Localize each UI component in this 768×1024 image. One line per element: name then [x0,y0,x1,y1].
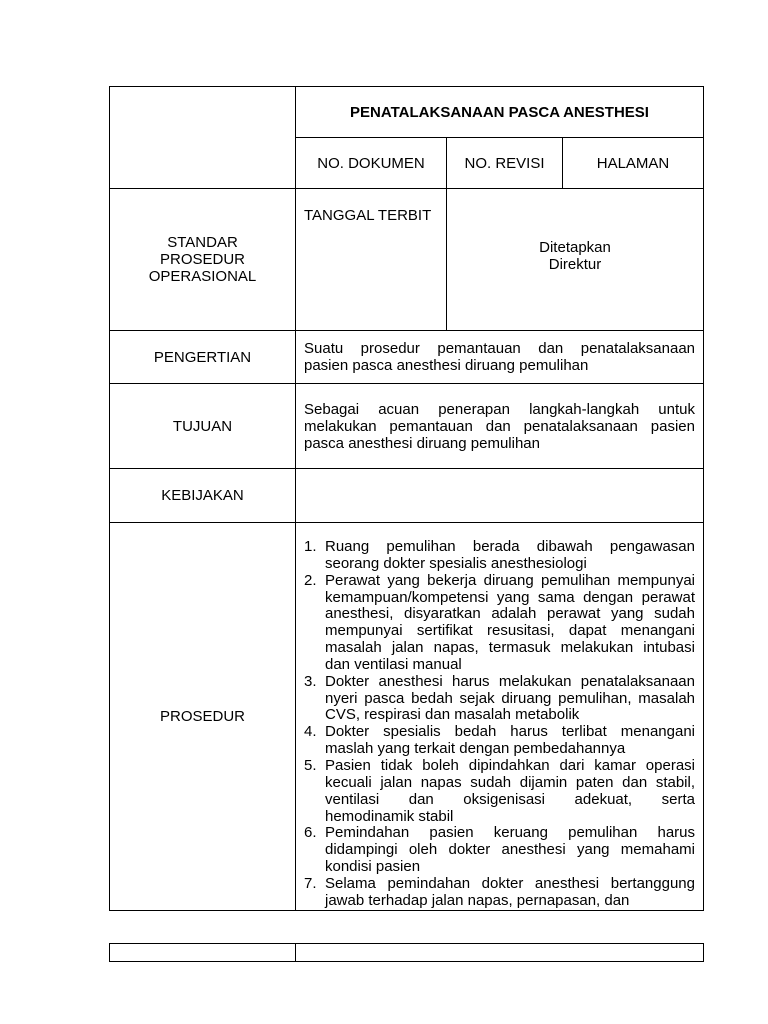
prosedur-item [304,573,695,674]
prosedur-item-line: anesthesi, disyaratkan adalah perawat yang sudah [325,605,695,623]
prosedur-item-number: 4. [304,723,317,741]
prosedur-item-line: ventilasi dan oksigenisasi adekuat, serta [325,790,695,808]
tujuan-text: Sebagai acuan penerapan langkah-langkah untuk melakukan pemantauan dan penatalaksanaan pasien pasca anesthesi diruang pemulihan [296,384,704,469]
prosedur-item [304,758,695,825]
prosedur-item-line: didampingi oleh dokter anesthesi yang memahami [325,841,695,859]
prosedur-item [304,674,695,725]
prosedur-item-line: Perawat yang bekerja diruang pemulihan mempunyai [325,571,695,589]
prosedur-item-number: 5. [304,756,317,774]
prosedur-item-line: jawab terhadap jalan napas, pernapasan, dan [325,891,630,909]
prosedur-item-line: hemodinamik stabil [325,807,454,825]
tanggal-terbit-label: TANGGAL TERBIT [304,207,432,224]
prosedur-item-line: kondisi pasien [325,858,421,876]
prosedur-item-number: 1. [304,538,317,555]
prosedur-item-line: Pemindahan pasien keruang pemulihan harus [325,824,695,842]
no-revisi-header: NO. REVISI [447,138,563,189]
no-dokumen-header: NO. DOKUMEN [296,138,447,189]
ditetapkan-label: Ditetapkan [539,238,611,256]
prosedur-item-line: dan ventilasi manual [325,655,462,673]
direktur-label: Direktur [548,255,602,273]
prosedur-item-line: Ruang pemulihan berada dibawah pengawasan [325,538,695,555]
prosedur-item-line: nyeri pasca bedah sejak diruang pemulihan, masalah [325,689,695,707]
prosedur-cell [296,523,704,911]
kebijakan-text [296,469,704,523]
spo-label: STANDAR PROSEDUR OPERASIONAL [110,189,296,331]
prosedur-item-number: 3. [304,672,317,690]
halaman-header: HALAMAN [563,138,704,189]
pengertian-text: Suatu prosedur pemantauan dan penatalaksanaan pasien pasca anesthesi diruang pemulihan [296,331,704,384]
prosedur-item-line: Dokter anesthesi harus melakukan penatalaksanaan [325,672,695,690]
document-title: PENATALAKSANAAN PASCA ANESTHESI [296,87,704,138]
spo-table [109,86,704,911]
tujuan-label: TUJUAN [110,384,296,469]
prosedur-item [304,876,695,910]
prosedur-item-number: 2. [304,571,317,589]
pengertian-label: PENGERTIAN [110,331,296,384]
prosedur-item-line: seorang dokter spesialis anesthesiologi [325,554,587,572]
prosedur-item-number: 6. [304,824,317,842]
prosedur-item [304,539,695,573]
prosedur-item-line: maslah yang terkait dengan pembedahannya [325,740,626,758]
prosedur-item-line: kecuali jalan napas sudah dijamin paten dan stabil, [325,773,695,791]
kebijakan-label: KEBIJAKAN [110,469,296,523]
prosedur-item-line: masalah jalan napas, termasuk melakukan intubasi [325,639,695,657]
prosedur-item-line: Selama pemindahan dokter anesthesi bertanggung [325,874,695,892]
next-page-content-cell [296,944,704,962]
prosedur-list [304,539,695,910]
logo-cell [110,87,296,189]
prosedur-item [304,825,695,876]
prosedur-label: PROSEDUR [110,523,296,911]
prosedur-item-line: kemampuan/kompetensi yang sama dengan perawat [325,588,695,606]
prosedur-item-line: CVS, respirasi dan masalah metabolik [325,706,580,724]
prosedur-item-line: Dokter spesialis bedah harus terlibat menangani [325,723,695,741]
prosedur-item [304,724,695,758]
next-page-table [109,943,704,962]
ditetapkan-cell [447,189,704,331]
prosedur-item-number: 7. [304,874,317,892]
tanggal-terbit-cell [296,189,447,331]
next-page-label-cell [110,944,296,962]
prosedur-item-line: mempunyai sertifikat resusitasi, dapat menangani [325,622,695,640]
prosedur-item-line: Pasien tidak boleh dipindahkan dari kamar operasi [325,756,695,774]
